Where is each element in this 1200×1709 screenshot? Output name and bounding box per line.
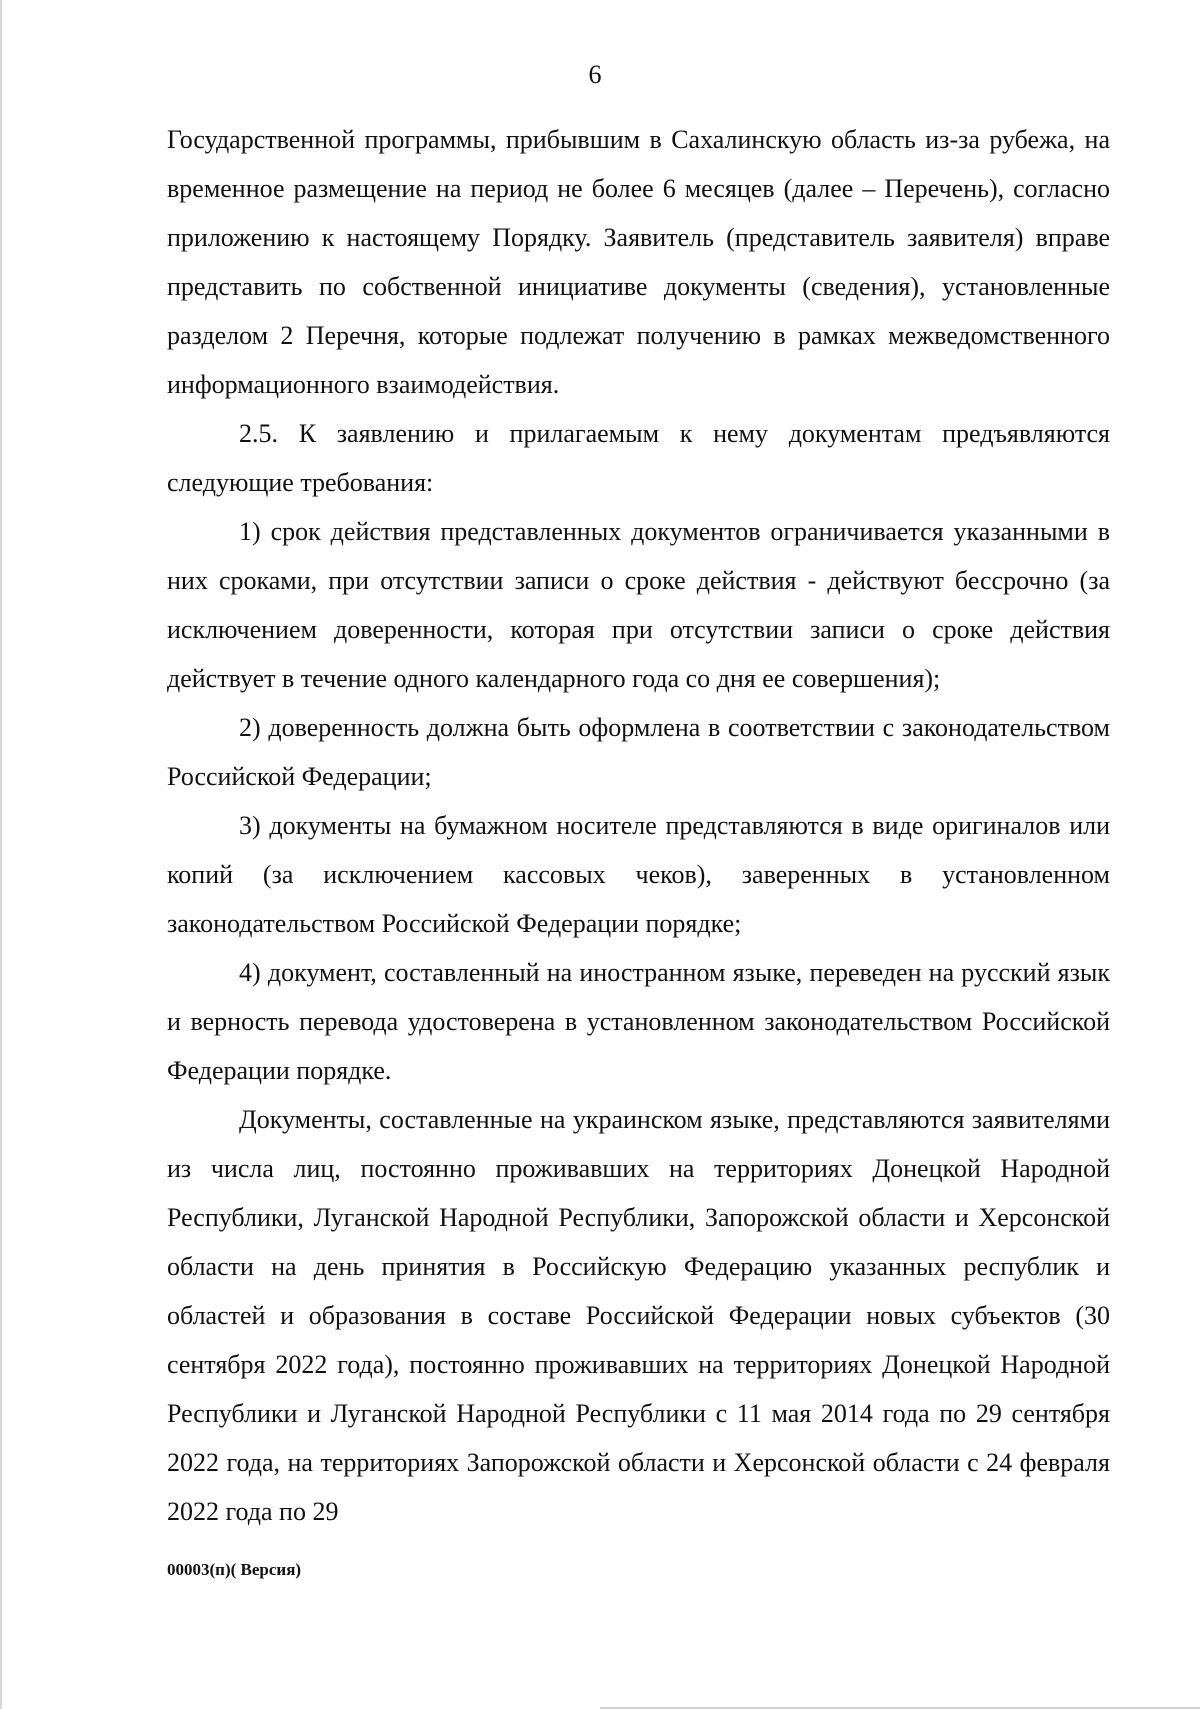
page-edge-line bbox=[0, 0, 2, 1709]
paragraph: 2.5. К заявлению и прилагаемым к нему документам предъявляются следующие требования: bbox=[167, 419, 1110, 497]
page-number: 6 bbox=[588, 60, 602, 89]
document-body bbox=[167, 115, 1110, 1536]
document-footer-code: 00003(п)( Версия) bbox=[167, 1560, 302, 1579]
list-item-paragraph: 3) документы на бумажном носителе представляются в виде оригиналов или копий (за исключением кассовых чеков), заверенных в установленном законодательством Российской Федерации порядке; bbox=[167, 811, 1110, 938]
list-item-paragraph: 2) доверенность должна быть оформлена в соответствии с законодательством Российской Федерации; bbox=[167, 713, 1110, 791]
paragraph: Государственной программы, прибывшим в Сахалинскую область из-за рубежа, на временное размещение на период не более 6 месяцев (далее – Перечень), согласно приложению к настоящему Порядку. Заявитель (представитель заявителя) вправе представить по собственной инициативе документы (сведения), установленные разделом 2 Перечня, которые подлежат получению в рамках межведомственного информационного взаимодействия. bbox=[167, 125, 1110, 399]
list-item-paragraph: 4) документ, составленный на иностранном языке, переведен на русский язык и верность перевода удостоверена в установленном законодательством Российской Федерации порядке. bbox=[167, 958, 1110, 1085]
list-item-paragraph: 1) срок действия представленных документов ограничивается указанными в них сроками, при отсутствии записи о сроке действия - действуют бессрочно (за исключением доверенности, которая при отсутствии записи о сроке действия действует в течение одного календарного года со дня ее совершения); bbox=[167, 517, 1110, 693]
paragraph: Документы, составленные на украинском языке, представляются заявителями из числа лиц, постоянно проживавших на территориях Донецкой Народной Республики, Луганской Народной Республики, Запорожской области и Херсонской области на день принятия в Российскую Федерацию указанных республик и областей и образования в составе Российской Федерации новых субъектов (30 сентября 2022 года), постоянно проживавших на территориях Донецкой Народной Республики и Луганской Народной Республики с 11 мая 2014 года по 29 сентября 2022 года, на территориях Запорожской области и Херсонской области с 24 февраля 2022 года по 29 bbox=[167, 1105, 1110, 1526]
